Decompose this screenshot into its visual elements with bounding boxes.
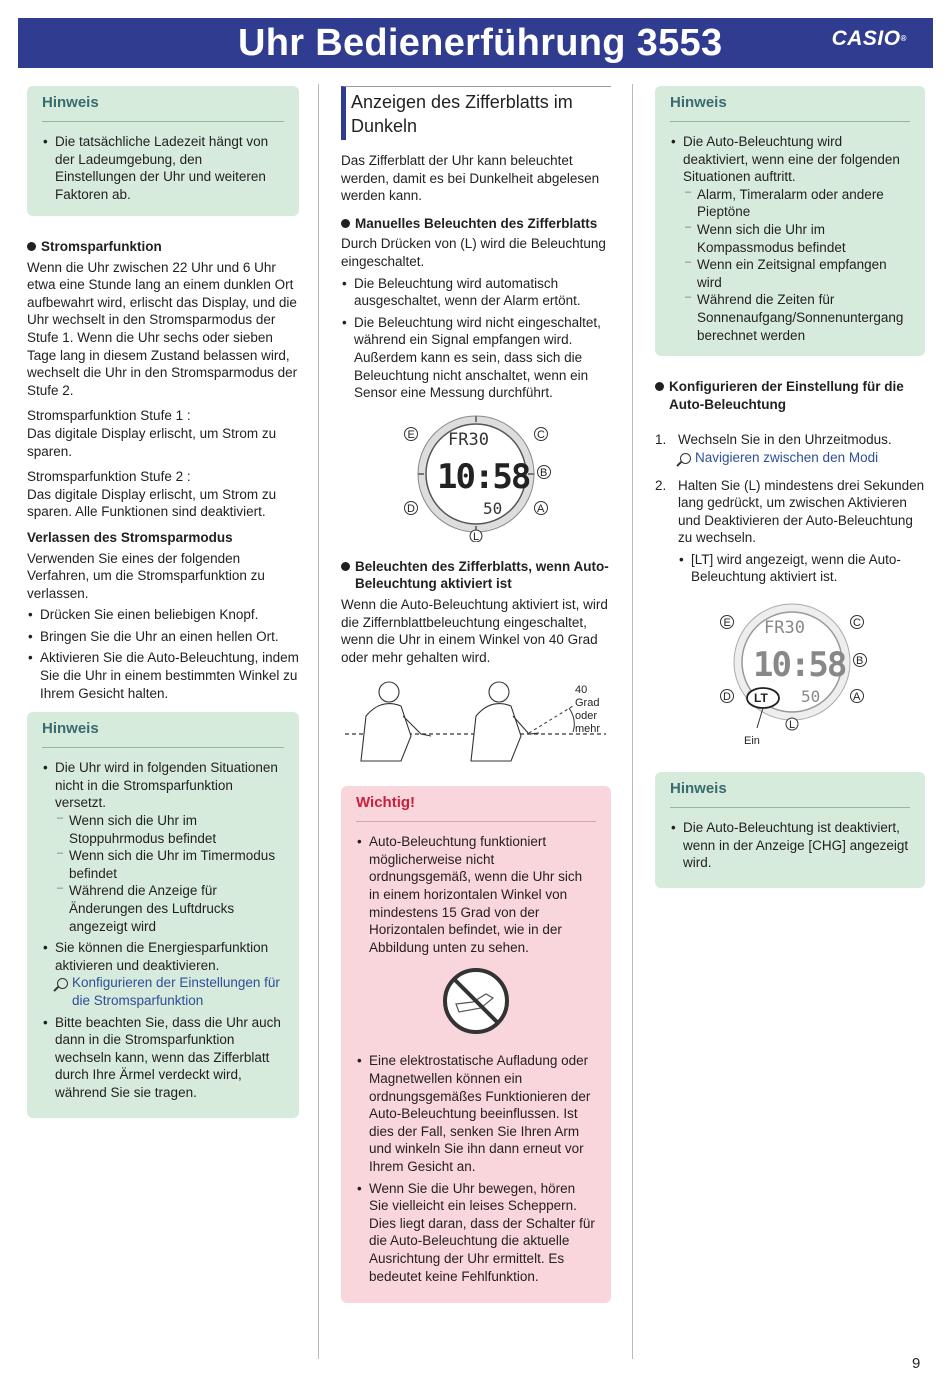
auto-light-section	[341, 558, 611, 667]
power-saving-text: Wenn die Uhr zwischen 22 Uhr und 6 Uhr etwa eine Stunde lang an einem dunklen Ort aufbewahrt wird, erlischt das Display, und die Uhr wechselt in den Stromsparmodus der Stufe 1. Wenn die Uhr sechs oder sieben Tage lang in diesem Zustand belassen wird, wechselt die Uhr in den Stromsparmodus der Stufe 2.	[27, 259, 298, 398]
magnifier-icon	[57, 978, 68, 989]
casio-logo: CASIO®	[831, 27, 907, 50]
watch1-time: 10:58	[437, 456, 530, 497]
watch2-label-b: B	[856, 655, 864, 668]
exit-item: • Aktivieren Sie die Auto-Beleuchtung, indem Sie die Uhr in einem bestimmten Winkel zu Ihrem Gesicht halten.	[27, 649, 299, 702]
watch2-label-d: D	[723, 691, 731, 704]
note-item: • Die Uhr wird in folgenden Situationen nicht in die Stromsparfunktion versetzt.	[42, 759, 284, 812]
note-subitem: – Während die Zeiten für Sonnenaufgang/Sonnenuntergang berechnet werden	[670, 291, 910, 344]
column-divider	[632, 84, 633, 1359]
watch-face-lt-svg	[717, 600, 867, 750]
note-subitem: – Wenn sich die Uhr im Stoppuhrmodus befindet	[42, 812, 284, 847]
column-divider	[318, 84, 319, 1359]
note-box-charging	[27, 86, 299, 216]
watch1-label-l: L	[473, 530, 480, 542]
watch1-label-c: C	[537, 428, 545, 441]
watch2-label-c: C	[853, 617, 861, 630]
step-item: 1. Wechseln Sie in den Uhrzeitmodus. Navigieren zwischen den Modi	[655, 432, 892, 465]
note-item: • Die Auto-Beleuchtung wird deaktiviert, wenn eine der folgenden Situationen auftritt.	[670, 133, 910, 186]
exit-item: • Drücken Sie einen beliebigen Knopf.	[27, 606, 299, 624]
angle-illustration	[341, 676, 611, 766]
step-item: 2. Halten Sie (L) mindestens drei Sekunden lang gedrückt, um zwischen Aktivieren und Deaktivieren der Auto-Beleuchtung zu wechseln.	[655, 477, 925, 546]
page-header	[18, 18, 933, 68]
navigate-modes-link[interactable]: Navigieren zwischen den Modi	[695, 449, 879, 465]
watch2-lt: LT	[754, 691, 768, 706]
manual-light-title: Manuelles Beleuchten des Zifferblatts	[341, 215, 611, 233]
watch-face-svg	[401, 412, 551, 542]
watch1-label-d: D	[407, 502, 415, 515]
manual-light-item: • Die Beleuchtung wird nicht eingeschaltet, während ein Signal empfangen wird. Außerdem kann es sein, dass sich die Beleuchtung nicht anschaltet, wenn ein Sensor eine Messung durchführt.	[341, 314, 611, 402]
note-title: Hinweis	[42, 719, 284, 748]
note-item: • Sie können die Energiesparfunktion aktivieren und deaktivieren.	[42, 939, 284, 974]
manual-light-text: Durch Drücken von (L) wird die Beleuchtung eingeschaltet.	[341, 236, 606, 269]
watch2-top: FR30	[764, 618, 805, 639]
note-title: Hinweis	[670, 93, 910, 122]
exit-text: Verwenden Sie eines der folgenden Verfahren, um die Stromsparfunktion zu verlassen.	[27, 550, 265, 601]
note-item: • Die Auto-Beleuchtung ist deaktiviert, wenn in der Anzeige [CHG] angezeigt wird.	[670, 819, 910, 872]
watch2-label-l: L	[789, 719, 796, 732]
column-left	[27, 86, 299, 1118]
note-title: Hinweis	[670, 779, 910, 808]
intro-text: Das Zifferblatt der Uhr kann beleuchtet werden, damit es bei Dunkelheit abgelesen werden kann.	[341, 153, 600, 204]
step-bullet: • [LT] wird angezeigt, wenn die Auto-Beleuchtung aktiviert ist.	[678, 551, 925, 586]
watch-illustration-lt	[717, 600, 867, 750]
watch2-time: 10:58	[753, 645, 846, 686]
config-title: Konfigurieren der Einstellung für die Auto-Beleuchtung	[655, 378, 925, 413]
watch1-label-a: A	[537, 502, 545, 515]
level2-text: Das digitale Display erlischt, um Strom zu sparen. Alle Funktionen sind deaktiviert.	[27, 486, 277, 520]
note-subitem: – Wenn sich die Uhr im Kompassmodus befindet	[670, 221, 910, 256]
watch1-sec: 50	[483, 498, 503, 518]
important-title: Wichtig!	[356, 793, 596, 822]
note-subitem: – Wenn sich die Uhr im Timermodus befindet	[42, 847, 284, 882]
person-angle-svg	[341, 676, 611, 766]
note-box-auto-light	[655, 86, 925, 356]
watch2-label-a: A	[853, 691, 861, 704]
watch1-top: FR30	[448, 429, 489, 450]
note-item: • Die tatsächliche Ladezeit hängt von der Ladeumgebung, den Einstellungen der Uhr und weiteren Faktoren ab.	[42, 133, 284, 203]
page-number: 9	[912, 1355, 921, 1372]
power-saving-section	[27, 238, 299, 702]
watch2-sec: 50	[801, 687, 821, 707]
section-title: Anzeigen des Zifferblatts im Dunkeln	[341, 86, 611, 140]
column-right	[655, 86, 925, 888]
important-box	[341, 786, 611, 1303]
important-item: • Wenn Sie die Uhr bewegen, hören Sie vielleicht ein leises Scheppern. Dies liegt daran, dass der Schalter für die Auto-Beleuchtung die aktuelle Ausrichtung der Uhr ermittelt. Es bedeutet keine Fehlfunktion.	[356, 1180, 596, 1286]
watch1-label-e: E	[407, 428, 415, 441]
important-item: • Eine elektrostatische Aufladung oder Magnetwellen können ein ordnungsgemäßes Funktionieren der Auto-Beleuchtung beeinflussen. Ist dies der Fall, senken Sie Ihren Arm und winkeln Sie ihn dann erneut vor Ihrem Gesicht an.	[356, 1052, 596, 1175]
step2-bullet-row	[655, 551, 925, 586]
note-box-chg	[655, 772, 925, 888]
column-middle	[341, 86, 611, 1303]
manual-light-item: • Die Beleuchtung wird automatisch ausgeschaltet, wenn der Alarm ertönt.	[341, 275, 611, 310]
angle-label: 40 Grad oder mehr	[575, 684, 601, 736]
note-subitem: – Während die Anzeige für Änderungen des Luftdrucks angezeigt wird	[42, 882, 284, 935]
power-saving-link-row	[42, 974, 284, 1009]
watch2-label-e: E	[723, 617, 731, 630]
watch1-label-b: B	[540, 466, 548, 479]
level2-label: Stromsparfunktion Stufe 2 :	[27, 469, 191, 485]
prohibited-icon	[441, 966, 511, 1036]
exit-item: • Bringen Sie die Uhr an einen hellen Ort.	[27, 628, 299, 646]
note-subitem: – Wenn ein Zeitsignal empfangen wird	[670, 256, 910, 291]
power-saving-title: Stromsparfunktion	[27, 238, 299, 256]
level1-label: Stromsparfunktion Stufe 1 :	[27, 408, 191, 424]
auto-light-text: Wenn die Auto-Beleuchtung aktiviert ist, wird die Ziffernblattbeleuchtung eingeschaltet, wenn die Uhr in einem Winkel von 40 Grad oder mehr gehalten wird.	[341, 596, 608, 665]
level1-text: Das digitale Display erlischt, um Strom zu sparen.	[27, 425, 277, 459]
magnifier-icon	[680, 453, 691, 464]
important-item: • Auto-Beleuchtung funktioniert möglicherweise nicht ordnungsgemäß, wenn die Uhr sich in einem horizontalen Winkel von mindestens 15 Grad von der Horizontalen befindet, wie in der Abbildung unten zu sehen.	[356, 833, 596, 956]
power-saving-settings-link[interactable]: Konfigurieren der Einstellungen für die Stromsparfunktion	[72, 975, 280, 1008]
note-title: Hinweis	[42, 93, 284, 122]
note-box-power-saving	[27, 712, 299, 1117]
page-title: Uhr Bedienerführung 3553	[238, 22, 723, 64]
auto-light-title: Beleuchten des Zifferblatts, wenn Auto-Beleuchtung aktiviert ist	[341, 558, 611, 593]
note-item: • Bitte beachten Sie, dass die Uhr auch dann in die Stromsparfunktion wechseln kann, wenn das Zifferblatt durch Ihre Ärmel verdeckt wird, während Sie sie tragen.	[42, 1014, 284, 1102]
watch2-on-label: Ein	[744, 735, 760, 748]
exit-title: Verlassen des Stromsparmodus	[27, 529, 233, 545]
watch-illustration	[401, 412, 551, 542]
note-subitem: – Alarm, Timeralarm oder andere Pieptöne	[670, 186, 910, 221]
